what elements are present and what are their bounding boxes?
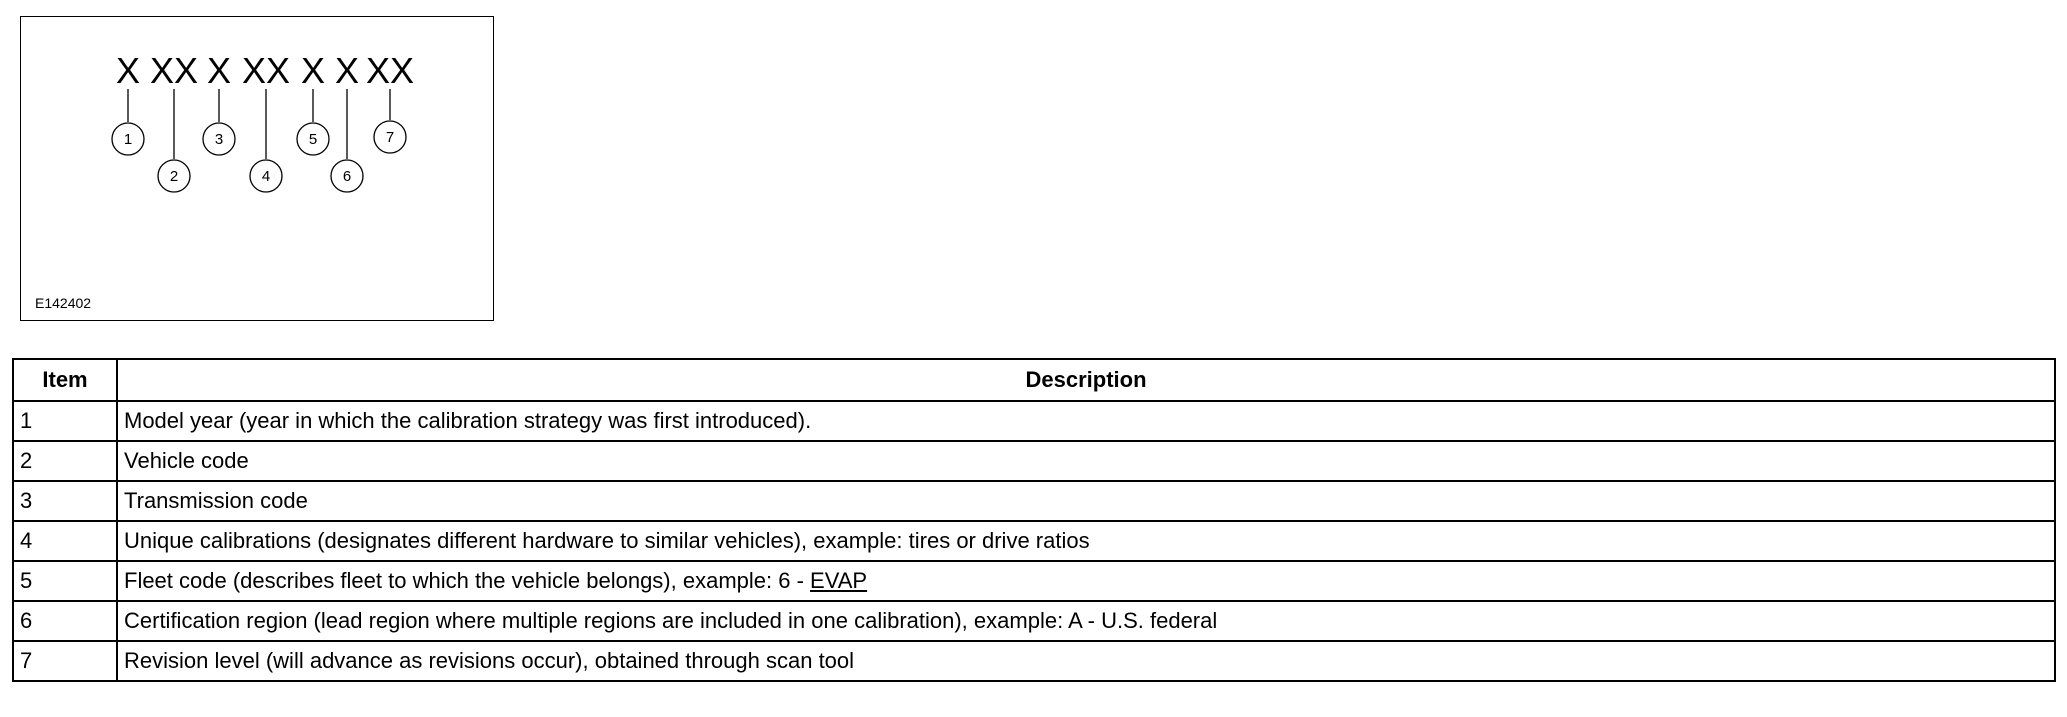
calibration-code-figure (20, 16, 494, 321)
row-description-cell (117, 561, 2055, 601)
row-item: 6 (13, 601, 117, 641)
table-row (13, 401, 2055, 441)
table-header-row (13, 359, 2055, 401)
row-item: 5 (13, 561, 117, 601)
row-description: Unique calibrations (designates different hardware to similar vehicles), example: tires or drive ratios (117, 521, 2055, 561)
table-row (13, 481, 2055, 521)
table-row (13, 521, 2055, 561)
row-item: 3 (13, 481, 117, 521)
code-group-7: XX (365, 50, 415, 91)
callout-number-2: 2 (169, 168, 179, 185)
callout-number-7: 7 (385, 129, 395, 146)
row-item: 2 (13, 441, 117, 481)
table-row (13, 441, 2055, 481)
code-group-4: XX (241, 50, 291, 91)
table-row (13, 641, 2055, 681)
row-item: 1 (13, 401, 117, 441)
row-description: Model year (year in which the calibration strategy was first introduced). (117, 401, 2055, 441)
row-description: Vehicle code (117, 441, 2055, 481)
code-group-1: X (115, 50, 141, 91)
table-row (13, 601, 2055, 641)
row-description: Fleet code (describes fleet to which the vehicle belongs), example: 6 - (124, 568, 811, 593)
item-description-table (12, 358, 2056, 682)
row-item: 4 (13, 521, 117, 561)
figure-drawing (21, 17, 495, 322)
header-description: Description (117, 359, 2055, 401)
evap-link[interactable]: EVAP (810, 568, 868, 593)
row-description: Certification region (lead region where multiple regions are included in one calibration), example: A - U.S. federal (117, 601, 2055, 641)
callout-number-5: 5 (308, 131, 318, 148)
header-item: Item (13, 359, 117, 401)
callout-number-4: 4 (261, 168, 271, 185)
figure-id: E142402 (35, 295, 92, 311)
callout-number-3: 3 (214, 131, 224, 148)
code-group-6: X (334, 50, 360, 91)
table-row (13, 561, 2055, 601)
callout-number-1: 1 (123, 131, 133, 148)
callout-number-6: 6 (342, 168, 352, 185)
code-group-2: XX (149, 50, 199, 91)
row-description: Transmission code (117, 481, 2055, 521)
code-group-5: X (300, 50, 326, 91)
row-item: 7 (13, 641, 117, 681)
row-description: Revision level (will advance as revisions occur), obtained through scan tool (117, 641, 2055, 681)
code-group-3: X (206, 50, 232, 91)
